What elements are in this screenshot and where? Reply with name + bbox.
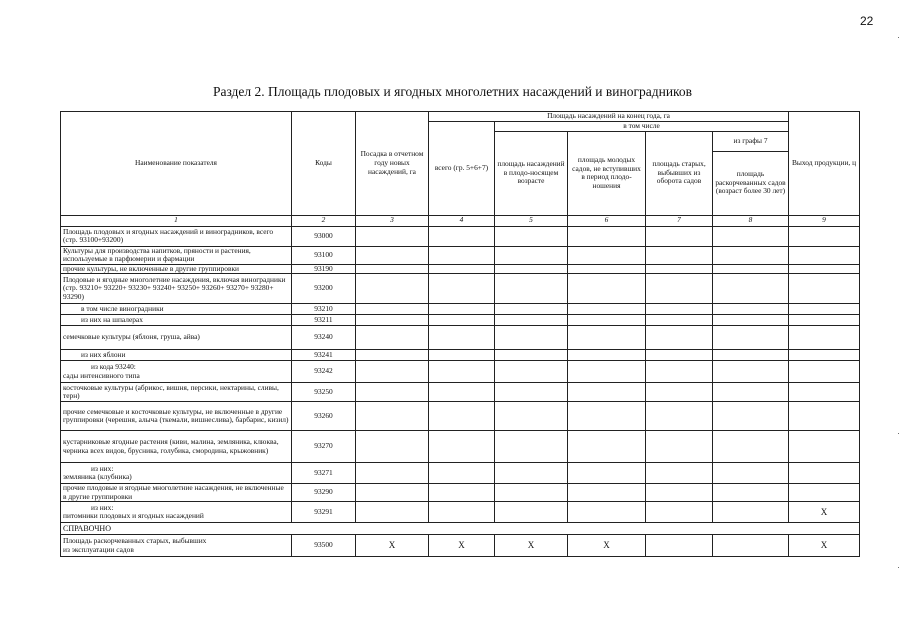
row-name <box>61 535 292 557</box>
section-title: Раздел 2. Площадь плодовых и ягодных многолетних насаждений и виноградников <box>212 84 693 99</box>
data-cell <box>356 304 429 315</box>
data-cell <box>789 326 860 350</box>
column-number: 6 <box>568 215 646 226</box>
data-cell <box>429 402 495 431</box>
row-code: 93270 <box>292 431 356 463</box>
data-cell: X <box>789 502 860 523</box>
data-cell <box>646 274 713 304</box>
data-cell <box>568 361 646 383</box>
table-row <box>61 326 860 350</box>
column-number: 2 <box>292 215 356 226</box>
row-code: 93190 <box>292 264 356 274</box>
data-cell <box>495 463 568 484</box>
data-cell <box>789 264 860 274</box>
data-cell <box>713 226 789 246</box>
data-cell <box>429 304 495 315</box>
table-row <box>61 246 860 264</box>
data-cell <box>356 431 429 463</box>
data-cell <box>495 226 568 246</box>
row-code: 93240 <box>292 326 356 350</box>
data-cell <box>429 264 495 274</box>
data-cell <box>429 326 495 350</box>
data-cell <box>429 274 495 304</box>
row-code: 93200 <box>292 274 356 304</box>
data-cell <box>713 383 789 402</box>
row-name: из них на шпалерах <box>61 315 292 326</box>
data-cell <box>356 350 429 361</box>
data-cell <box>789 226 860 246</box>
data-cell <box>789 463 860 484</box>
row-code: 93260 <box>292 402 356 431</box>
data-cell <box>646 326 713 350</box>
header-name: Наименование показателя <box>61 112 292 216</box>
row-name <box>61 502 292 523</box>
header-total: всего (гр. 5+6+7) <box>429 122 495 216</box>
data-cell <box>568 431 646 463</box>
data-cell: X <box>495 535 568 557</box>
data-cell <box>646 484 713 502</box>
data-cell <box>789 361 860 383</box>
data-cell <box>646 264 713 274</box>
row-name-line: сады интенсивного типа <box>63 370 140 380</box>
table-row <box>61 274 860 304</box>
data-cell <box>713 350 789 361</box>
data-cell <box>429 463 495 484</box>
row-code: 93100 <box>292 246 356 264</box>
data-cell <box>495 383 568 402</box>
table-row <box>61 484 860 502</box>
data-cell <box>713 274 789 304</box>
data-cell <box>356 315 429 326</box>
row-name-line: Площадь раскорчеванных старых, выбывших <box>63 536 207 546</box>
data-cell <box>429 226 495 246</box>
header-young: площадь молодых садов, не вступивших в период плодо-ношения <box>568 131 646 215</box>
data-cell <box>568 304 646 315</box>
data-cell <box>568 502 646 523</box>
data-cell <box>429 484 495 502</box>
data-cell <box>356 274 429 304</box>
data-cell: X <box>568 535 646 557</box>
data-cell <box>429 361 495 383</box>
row-name: прочие плодовые и ягодные многолетние насаждения, не включенные в другие группировки <box>61 484 292 502</box>
row-name: в том числе виноградники <box>61 304 292 315</box>
data-cell <box>356 502 429 523</box>
data-cell <box>713 535 789 557</box>
row-name <box>61 361 292 383</box>
data-cell <box>356 226 429 246</box>
row-code: 93291 <box>292 502 356 523</box>
column-number: 4 <box>429 215 495 226</box>
header-fruit-age: площадь насаждений в плодо-носящем возрасте <box>495 131 568 215</box>
header-incl-group: в том числе <box>495 122 789 132</box>
data-cell <box>568 326 646 350</box>
data-cell <box>356 264 429 274</box>
data-cell <box>429 383 495 402</box>
header-uprooted: площадь раскорчеванных садов (возраст более 30 лет) <box>713 151 789 215</box>
data-cell <box>495 315 568 326</box>
data-cell <box>713 431 789 463</box>
data-cell <box>646 246 713 264</box>
data-cell <box>568 274 646 304</box>
header-old: площадь старых, выбывших из оборота садов <box>646 131 713 215</box>
data-cell <box>356 383 429 402</box>
data-cell: X <box>789 535 860 557</box>
row-name-line: из них: <box>91 463 114 473</box>
data-cell <box>789 274 860 304</box>
data-cell <box>495 264 568 274</box>
data-cell <box>568 226 646 246</box>
row-code: 93242 <box>292 361 356 383</box>
reference-label-row <box>61 523 860 535</box>
page-number: 22 <box>860 14 874 28</box>
row-code: 93211 <box>292 315 356 326</box>
table-row <box>61 350 860 361</box>
table-row <box>61 535 860 557</box>
data-cell <box>356 484 429 502</box>
data-cell <box>646 431 713 463</box>
data-cell <box>495 431 568 463</box>
data-cell <box>568 383 646 402</box>
data-cell <box>568 463 646 484</box>
data-cell <box>356 463 429 484</box>
data-cell <box>495 402 568 431</box>
row-code: 93290 <box>292 484 356 502</box>
row-name: кустарниковые ягодные растения (киви, малина, земляника, клюква, черника всех видов, брусника, голубика, смородина, крыжовник) <box>61 431 292 463</box>
row-code: 93241 <box>292 350 356 361</box>
data-cell <box>495 326 568 350</box>
data-cell <box>646 383 713 402</box>
data-cell <box>789 402 860 431</box>
data-cell <box>789 484 860 502</box>
data-cell <box>356 402 429 431</box>
data-cell: X <box>429 535 495 557</box>
data-cell <box>429 246 495 264</box>
column-number: 5 <box>495 215 568 226</box>
data-cell <box>713 264 789 274</box>
table-row <box>61 502 860 523</box>
data-cell <box>713 402 789 431</box>
data-cell <box>789 431 860 463</box>
data-cell <box>646 535 713 557</box>
row-name-line: земляника (клубника) <box>63 472 132 482</box>
data-cell <box>429 502 495 523</box>
data-cell <box>568 402 646 431</box>
column-number: 1 <box>61 215 292 226</box>
data-cell <box>429 350 495 361</box>
data-cell <box>713 361 789 383</box>
column-number-row <box>61 215 860 226</box>
data-cell <box>495 361 568 383</box>
row-name-line: из них: <box>91 502 114 512</box>
table-row <box>61 402 860 431</box>
data-cell <box>495 502 568 523</box>
data-cell <box>789 315 860 326</box>
data-cell <box>356 361 429 383</box>
edge-mark: · <box>897 428 900 438</box>
data-cell <box>713 304 789 315</box>
table-row <box>61 383 860 402</box>
data-cell <box>789 383 860 402</box>
column-number: 9 <box>789 215 860 226</box>
data-cell <box>789 304 860 315</box>
row-name: Культуры для производства напитков, пряности и растения, используемые в парфюмерии и фармации <box>61 246 292 264</box>
data-cell <box>713 326 789 350</box>
header-area-group: Площадь насаждений на конец года, га <box>429 112 789 122</box>
data-cell <box>646 315 713 326</box>
row-name: Плодовые и ягодные многолетние насаждения, включая виноградники (стр. 93210+ 93220+ 93230+ 93240+ 93250+ 93260+ 93270+ 93280+ 93290) <box>61 274 292 304</box>
data-cell <box>356 246 429 264</box>
data-cell <box>495 304 568 315</box>
header-planting: Посадка в отчетном году новых насаждений, га <box>356 112 429 216</box>
data-cell <box>646 402 713 431</box>
row-name: Площадь плодовых и ягодных насаждений и виноградников, всего (стр. 93100+93200) <box>61 226 292 246</box>
row-name: прочие семечковые и косточковые культуры, не включенные в другие группировки (черешня, алыча (ткемали, вишнеслива), барбарис, кизил) <box>61 402 292 431</box>
header-from-col7: из графы 7 <box>713 131 789 151</box>
table-row <box>61 463 860 484</box>
plantings-table <box>60 111 860 557</box>
row-code: 93000 <box>292 226 356 246</box>
table-row <box>61 304 860 315</box>
data-cell <box>713 246 789 264</box>
row-code: 93210 <box>292 304 356 315</box>
data-cell <box>713 315 789 326</box>
row-name-line: из эксплуатации садов <box>63 544 134 554</box>
row-name <box>61 463 292 484</box>
reference-label: СПРАВОЧНО <box>61 523 860 535</box>
data-cell <box>356 326 429 350</box>
row-name: прочие культуры, не включенные в другие группировки <box>61 264 292 274</box>
data-cell <box>495 484 568 502</box>
data-cell <box>568 246 646 264</box>
data-cell <box>713 502 789 523</box>
table-row <box>61 226 860 246</box>
table-row <box>61 315 860 326</box>
data-cell: X <box>356 535 429 557</box>
row-code: 93250 <box>292 383 356 402</box>
data-cell <box>429 431 495 463</box>
column-number: 7 <box>646 215 713 226</box>
row-name: семечковые культуры (яблоня, груша, айва) <box>61 326 292 350</box>
table-row <box>61 431 860 463</box>
row-name-line: питомники плодовых и ягодных насаждений <box>63 511 204 521</box>
data-cell <box>495 350 568 361</box>
data-cell <box>568 350 646 361</box>
edge-mark: · <box>897 32 900 42</box>
row-name: из них яблони <box>61 350 292 361</box>
data-cell <box>495 274 568 304</box>
row-code: 93500 <box>292 535 356 557</box>
data-cell <box>429 315 495 326</box>
data-cell <box>646 361 713 383</box>
data-cell <box>646 463 713 484</box>
table-row <box>61 361 860 383</box>
header-codes: Коды <box>292 112 356 216</box>
data-cell <box>646 226 713 246</box>
data-cell <box>568 484 646 502</box>
row-code: 93271 <box>292 463 356 484</box>
row-name-line: из кода 93240: <box>91 362 136 372</box>
column-number: 3 <box>356 215 429 226</box>
data-cell <box>646 502 713 523</box>
data-cell <box>713 484 789 502</box>
table-row <box>61 264 860 274</box>
column-number: 8 <box>713 215 789 226</box>
data-cell <box>789 350 860 361</box>
row-name: косточковые культуры (абрикос, вишня, персики, нектарины, сливы, терн) <box>61 383 292 402</box>
edge-mark: · <box>897 562 900 572</box>
data-cell <box>568 315 646 326</box>
header-output: Выход продукции, ц <box>789 112 860 216</box>
data-cell <box>713 463 789 484</box>
data-cell <box>646 350 713 361</box>
data-cell <box>789 246 860 264</box>
data-cell <box>646 304 713 315</box>
data-cell <box>495 246 568 264</box>
data-cell <box>568 264 646 274</box>
